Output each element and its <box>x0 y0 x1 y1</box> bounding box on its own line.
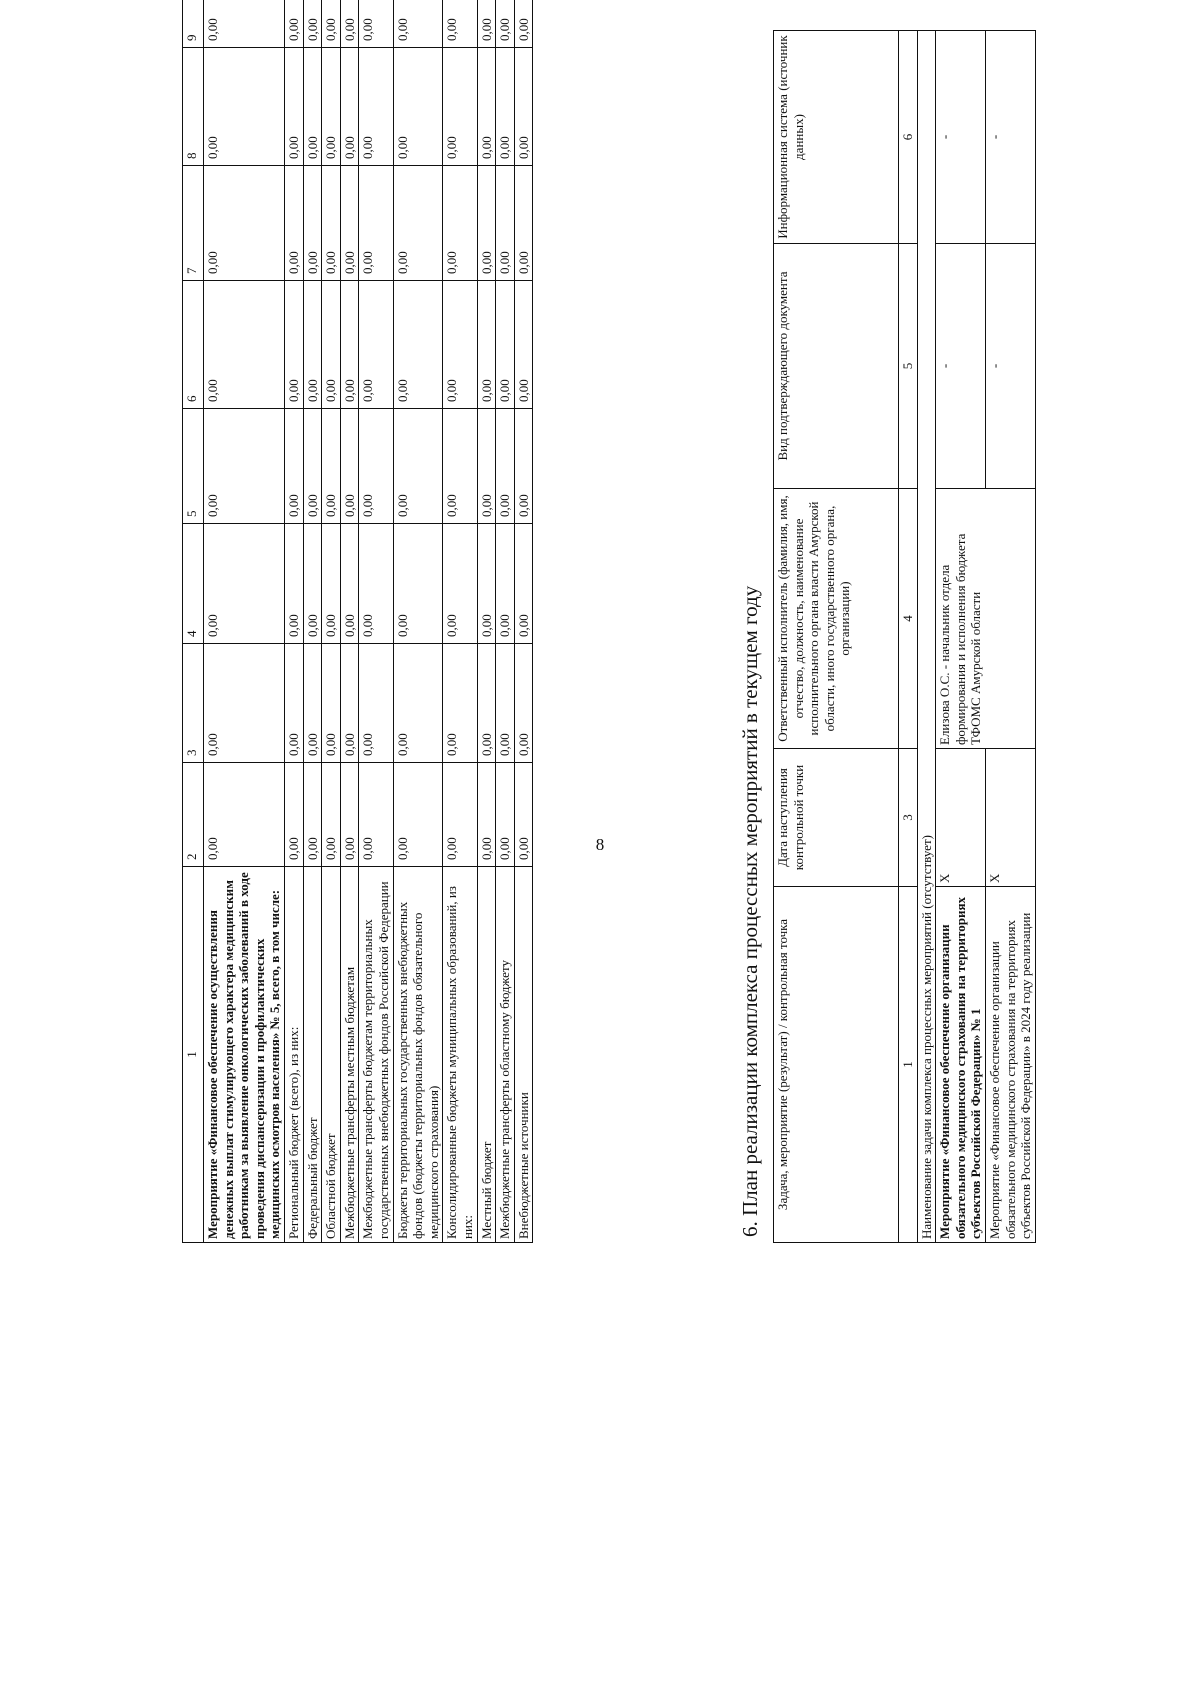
budget-value-cell: 0,00 <box>477 644 496 763</box>
column-number-cell: 4 <box>183 524 204 644</box>
budget-value-cell: 0,00 <box>284 644 303 763</box>
budget-value-cell: 0,00 <box>359 48 393 166</box>
budget-value-cell: 0,00 <box>514 0 533 48</box>
budget-value-cell: 0,00 <box>204 644 285 763</box>
budget-value-cell: 0,00 <box>284 0 303 48</box>
budget-value-cell: 0,00 <box>322 166 341 281</box>
budget-value-cell: 0,00 <box>359 166 393 281</box>
budget-row <box>303 0 322 1243</box>
measure-cell: Мероприятие «Финансовое обеспечение организации обязательного медицинского страхования на территориях субъектов Российской Федерации» в 2024 году реализации <box>985 887 1035 1243</box>
budget-row <box>284 0 303 1243</box>
budget-value-cell: 0,00 <box>393 524 443 644</box>
budget-value-cell: 0,00 <box>284 409 303 524</box>
plan-number-row <box>899 31 918 1243</box>
budget-row-label: Межбюджетные трансферты областному бюджету <box>496 867 515 1243</box>
document-cell: - <box>985 244 1035 489</box>
page-number: 8 <box>595 835 605 854</box>
budget-value-cell: 0,00 <box>514 524 533 644</box>
number-cell: 1 <box>899 887 918 1243</box>
budget-value-cell: 0,00 <box>514 644 533 763</box>
budget-value-cell: 0,00 <box>340 524 359 644</box>
budget-value-cell: 0,00 <box>303 524 322 644</box>
budget-table <box>182 0 533 1243</box>
budget-row <box>514 0 533 1243</box>
budget-value-cell: 0,00 <box>284 524 303 644</box>
budget-value-cell: 0,00 <box>204 0 285 48</box>
budget-value-cell: 0,00 <box>496 763 515 867</box>
budget-value-cell: 0,00 <box>496 524 515 644</box>
date-cell: Х <box>985 749 1035 887</box>
budget-value-cell: 0,00 <box>303 281 322 409</box>
budget-value-cell: 0,00 <box>284 166 303 281</box>
budget-row <box>204 0 285 1243</box>
header-system: Информационная система (источник данных) <box>774 31 899 244</box>
column-number-cell: 5 <box>183 409 204 524</box>
budget-value-cell: 0,00 <box>303 409 322 524</box>
column-number-cell: 6 <box>183 281 204 409</box>
budget-value-cell: 0,00 <box>443 644 477 763</box>
budget-value-cell: 0,00 <box>393 281 443 409</box>
budget-value-cell: 0,00 <box>322 644 341 763</box>
budget-value-cell: 0,00 <box>514 281 533 409</box>
document-cell: - <box>936 244 986 489</box>
task-row <box>917 31 936 1243</box>
header-document: Вид подтверждающего документа <box>774 244 899 489</box>
budget-row <box>359 0 393 1243</box>
budget-value-cell: 0,00 <box>477 0 496 48</box>
budget-value-cell: 0,00 <box>204 763 285 867</box>
system-cell: - <box>985 31 1035 244</box>
budget-value-cell: 0,00 <box>340 763 359 867</box>
budget-value-cell: 0,00 <box>393 0 443 48</box>
plan-header-row <box>774 31 899 1243</box>
budget-value-cell: 0,00 <box>443 409 477 524</box>
budget-value-cell: 0,00 <box>359 644 393 763</box>
budget-value-cell: 0,00 <box>284 48 303 166</box>
budget-row <box>340 0 359 1243</box>
budget-value-cell: 0,00 <box>284 763 303 867</box>
budget-value-cell: 0,00 <box>514 48 533 166</box>
budget-row <box>443 0 477 1243</box>
date-cell: Х <box>936 749 986 887</box>
budget-value-cell: 0,00 <box>393 166 443 281</box>
budget-value-cell: 0,00 <box>393 48 443 166</box>
budget-row-label: Мероприятие «Финансовое обеспечение осуществления денежных выплат стимулирующего характера медицинским работникам за выявление онкологических заболеваний в ходе проведения диспансеризации и профилактических медицинских осмотров населения» № 5, всего, в том числе: <box>204 867 285 1243</box>
budget-row-label: Консолидированные бюджеты муниципальных образований, из них: <box>443 867 477 1243</box>
budget-value-cell: 0,00 <box>514 409 533 524</box>
budget-value-cell: 0,00 <box>359 409 393 524</box>
budget-value-cell: 0,00 <box>322 409 341 524</box>
budget-value-cell: 0,00 <box>359 524 393 644</box>
budget-value-cell: 0,00 <box>443 166 477 281</box>
system-cell: - <box>936 31 986 244</box>
budget-value-cell: 0,00 <box>303 0 322 48</box>
budget-row-label: Межбюджетные трансферты бюджетам территориальных государственных внебюджетных фондов Российской Федерации <box>359 867 393 1243</box>
budget-value-cell: 0,00 <box>359 281 393 409</box>
budget-header-row <box>183 0 204 1243</box>
budget-row <box>393 0 443 1243</box>
budget-value-cell: 0,00 <box>514 763 533 867</box>
budget-value-cell: 0,00 <box>496 0 515 48</box>
column-number-cell: 9 <box>183 0 204 48</box>
budget-value-cell: 0,00 <box>303 48 322 166</box>
header-task: Задача, мероприятие (результат) / контрольная точка <box>774 887 899 1243</box>
budget-value-cell: 0,00 <box>477 763 496 867</box>
budget-value-cell: 0,00 <box>496 48 515 166</box>
budget-value-cell: 0,00 <box>443 0 477 48</box>
budget-value-cell: 0,00 <box>443 763 477 867</box>
header-date: Дата наступления контрольной точки <box>774 749 899 887</box>
budget-value-cell: 0,00 <box>393 409 443 524</box>
budget-value-cell: 0,00 <box>340 281 359 409</box>
budget-value-cell: 0,00 <box>204 48 285 166</box>
budget-value-cell: 0,00 <box>477 281 496 409</box>
budget-value-cell: 0,00 <box>340 644 359 763</box>
budget-value-cell: 0,00 <box>322 48 341 166</box>
budget-value-cell: 0,00 <box>303 644 322 763</box>
budget-value-cell: 0,00 <box>443 48 477 166</box>
budget-value-cell: 0,00 <box>204 281 285 409</box>
budget-value-cell: 0,00 <box>514 166 533 281</box>
budget-value-cell: 0,00 <box>443 524 477 644</box>
column-number-cell: 3 <box>183 644 204 763</box>
budget-row-label: Межбюджетные трансферты местным бюджетам <box>340 867 359 1243</box>
budget-value-cell: 0,00 <box>204 409 285 524</box>
responsible-cell: Елизова О.С. - начальник отдела формирования и исполнения бюджета ТФОМС Амурской области <box>936 489 1036 749</box>
budget-value-cell: 0,00 <box>303 763 322 867</box>
budget-value-cell: 0,00 <box>477 524 496 644</box>
budget-row-label: Региональный бюджет (всего), из них: <box>284 867 303 1243</box>
number-cell: 4 <box>899 489 918 749</box>
budget-value-cell: 0,00 <box>322 524 341 644</box>
column-number-cell: 1 <box>183 867 204 1243</box>
plan-table <box>773 30 1036 1243</box>
budget-value-cell: 0,00 <box>340 409 359 524</box>
column-number-cell: 7 <box>183 166 204 281</box>
budget-value-cell: 0,00 <box>322 0 341 48</box>
budget-row-label: Внебюджетные источники <box>514 867 533 1243</box>
measure-cell: Мероприятие «Финансовое обеспечение организации обязательного медицинского страхования на территориях субъектов Российской Федерации» № 1 <box>936 887 986 1243</box>
budget-value-cell: 0,00 <box>340 0 359 48</box>
budget-row <box>477 0 496 1243</box>
task-cell: Наименование задачи комплекса процессных мероприятий (отсутствует) <box>917 31 936 1243</box>
budget-value-cell: 0,00 <box>496 409 515 524</box>
budget-value-cell: 0,00 <box>284 281 303 409</box>
budget-value-cell: 0,00 <box>496 281 515 409</box>
budget-row <box>496 0 515 1243</box>
budget-value-cell: 0,00 <box>303 166 322 281</box>
header-responsible: Ответственный исполнитель (фамилия, имя, отчество, должность, наименование исполнительного органа власти Амурской области, иного государственного органа, организации) <box>774 489 899 749</box>
budget-value-cell: 0,00 <box>496 644 515 763</box>
budget-row-label: Областной бюджет <box>322 867 341 1243</box>
number-cell: 5 <box>899 244 918 489</box>
section-title: 6. План реализации комплекса процессных мероприятий в текущем году <box>738 585 762 1237</box>
budget-row <box>322 0 341 1243</box>
budget-row-label: Местный бюджет <box>477 867 496 1243</box>
budget-row-label: Федеральный бюджет <box>303 867 322 1243</box>
budget-value-cell: 0,00 <box>393 763 443 867</box>
budget-value-cell: 0,00 <box>443 281 477 409</box>
budget-value-cell: 0,00 <box>340 166 359 281</box>
budget-value-cell: 0,00 <box>477 409 496 524</box>
budget-value-cell: 0,00 <box>340 48 359 166</box>
budget-value-cell: 0,00 <box>477 48 496 166</box>
budget-value-cell: 0,00 <box>359 0 393 48</box>
number-cell: 3 <box>899 749 918 887</box>
budget-value-cell: 0,00 <box>496 166 515 281</box>
column-number-cell: 2 <box>183 763 204 867</box>
budget-value-cell: 0,00 <box>322 281 341 409</box>
column-number-cell: 8 <box>183 48 204 166</box>
budget-value-cell: 0,00 <box>477 166 496 281</box>
budget-value-cell: 0,00 <box>204 524 285 644</box>
plan-row <box>936 31 986 1243</box>
budget-value-cell: 0,00 <box>359 763 393 867</box>
budget-value-cell: 0,00 <box>393 644 443 763</box>
number-cell: 6 <box>899 31 918 244</box>
budget-value-cell: 0,00 <box>322 763 341 867</box>
budget-value-cell: 0,00 <box>204 166 285 281</box>
budget-row-label: Бюджеты территориальных государственных внебюджетных фондов (бюджеты территориальных фондов обязательного медицинского страхования) <box>393 867 443 1243</box>
